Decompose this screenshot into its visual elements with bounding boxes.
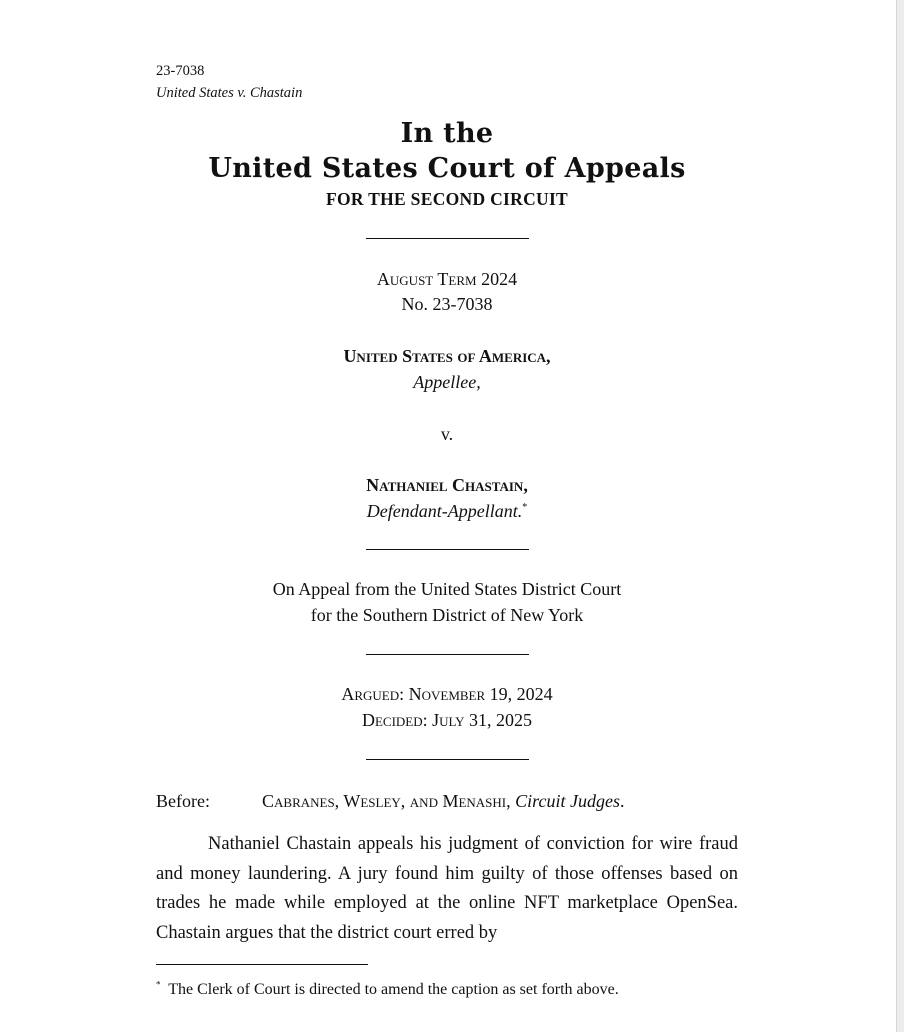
circuit-name: FOR THE SECOND CIRCUIT <box>325 189 569 209</box>
appellant-role-line <box>156 499 738 524</box>
opinion-paragraph: Nathaniel Chastain appeals his judgment of conviction for wire fraud and money laundering. A jury found him guilty of those offenses based on trades he made while employed at the online NFT marketplace OpenSea. Chastain argues that the district court erred by <box>156 834 738 943</box>
court-heading-line1: In the <box>400 118 494 149</box>
appellee-name: United States of America, <box>343 346 551 366</box>
versus: v. <box>440 424 454 444</box>
appellant-role: Defendant-Appellant. <box>366 501 523 521</box>
case-short-title: United States v. Chastain <box>156 85 303 101</box>
argued-date: Argued: November 19, 2024 <box>341 684 553 704</box>
court-heading-line2: United States Court of Appeals <box>208 153 686 184</box>
decided-date: Decided: July 31, 2025 <box>361 710 533 730</box>
docket-number: 23-7038 <box>156 63 205 79</box>
footnote <box>156 980 619 1000</box>
footnote-divider <box>156 964 368 965</box>
footnote-mark: * <box>156 979 161 990</box>
appeal-line1: On Appeal from the United States District Court <box>272 579 622 599</box>
appellee-role: Appellee, <box>413 372 481 392</box>
footnote-reference[interactable]: * <box>522 502 528 513</box>
page-edge <box>896 0 904 1032</box>
divider <box>366 759 529 760</box>
term: August Term 2024 <box>376 269 518 289</box>
divider <box>366 549 529 550</box>
divider <box>366 654 529 655</box>
panel-title: Circuit Judges <box>515 791 620 811</box>
appeal-line2: for the Southern District of New York <box>310 605 584 625</box>
panel-judges-line <box>262 789 624 814</box>
case-number: No. 23-7038 <box>401 294 493 314</box>
panel-judges: Cabranes, Wesley, and Menashi, <box>262 791 511 811</box>
panel-period: . <box>619 791 625 811</box>
footnote-text: The Clerk of Court is directed to amend the caption as set forth above. <box>168 981 619 998</box>
divider <box>366 238 529 239</box>
panel-label: Before: <box>156 791 210 811</box>
appellant-name: Nathaniel Chastain, <box>366 475 528 495</box>
